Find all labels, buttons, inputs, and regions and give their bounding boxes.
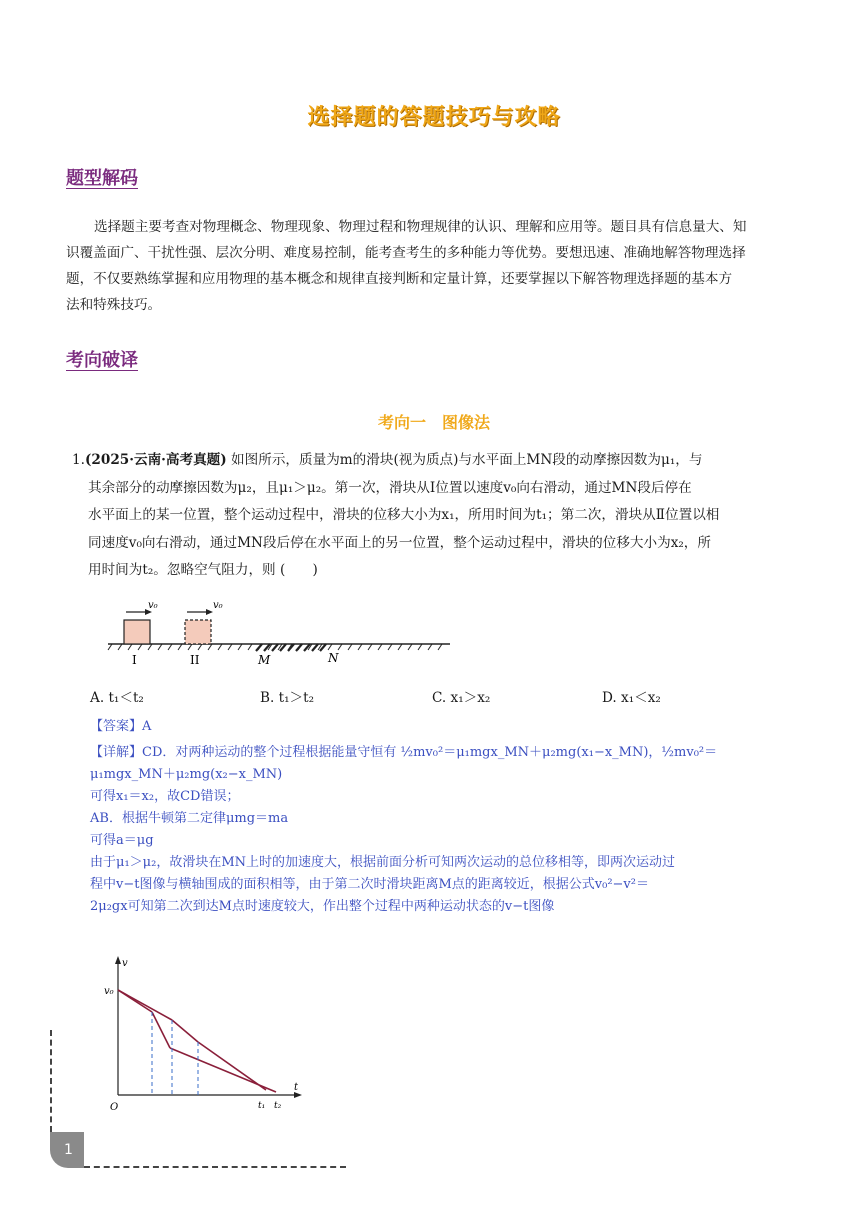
solution-block bbox=[90, 716, 810, 918]
motion-line-2 bbox=[118, 990, 152, 1012]
explain-line: μ₁mgx_MN＋μ₂mg(x₂−x_MN) bbox=[90, 767, 283, 782]
t1-label: t₁ bbox=[258, 1101, 266, 1111]
question-number: 1. bbox=[72, 452, 85, 468]
question-line: 水平面上的某一位置，整个运动过程中，滑块的位移大小为x₁，所用时间为t₁；第二次，滑块从Ⅱ位置以相 bbox=[88, 507, 720, 523]
option-d[interactable]: D. x₁＜x₂ bbox=[602, 690, 661, 706]
position-i-label: I bbox=[132, 653, 137, 667]
section-heading-decode: 题型解码 bbox=[66, 168, 138, 189]
origin-label: O bbox=[110, 1102, 119, 1113]
intro-line: 选择题主要考查对物理概念、物理现象、物理过程和物理规律的认识、理解和应用等。题目具有信息量大、知 bbox=[94, 219, 747, 235]
slider-block-i bbox=[124, 620, 150, 644]
v0-label-2: v₀ bbox=[213, 600, 223, 611]
question-line: 其余部分的动摩擦因数为μ₂，且μ₁＞μ₂。第一次，滑块从I位置以速度v₀向右滑动，通过MN段后停在 bbox=[88, 479, 692, 496]
question-text: 如图所示，质量为m的滑块(视为质点)与水平面上MN段的动摩擦因数为μ₁，与 bbox=[231, 452, 703, 468]
intro-line: 法和特殊技巧。 bbox=[66, 297, 162, 313]
page-number: 1 bbox=[50, 1132, 84, 1168]
question-source: (2025·云南·高考真题) bbox=[84, 452, 227, 468]
explain-line: AB．根据牛顿第二定律μmg＝ma bbox=[90, 811, 289, 826]
v0-tick-label: v₀ bbox=[104, 986, 114, 997]
page-border-bottom bbox=[84, 1166, 346, 1168]
position-ii-label: II bbox=[190, 653, 200, 667]
intro-line: 识覆盖面广、干扰性强、层次分明、难度易控制，能考查考生的多种能力等优势。要想迅速、准确地解答物理选择 bbox=[66, 245, 746, 261]
explain-line: 程中v−t图像与横轴围成的面积相等，由于第二次时滑块距离M点的距离较近，根据公式v₀²−v²＝ bbox=[90, 877, 649, 892]
question-line: 用时间为t₂。忽略空气阻力，则 ( ) bbox=[88, 562, 318, 578]
option-c[interactable]: C. x₁＞x₂ bbox=[432, 690, 491, 706]
slider-block-ii bbox=[185, 620, 211, 644]
question-1 bbox=[72, 447, 812, 585]
v-axis-label: v bbox=[122, 958, 128, 969]
intro-paragraph bbox=[66, 214, 804, 318]
intro-line: 题，不仅要熟练掌握和应用物理的基本概念和规律直接判断和定量计算，还要掌握以下解答物理选择题的基本方 bbox=[66, 271, 733, 287]
point-m-label: M bbox=[258, 653, 271, 667]
option-b[interactable]: B. t₁＞t₂ bbox=[260, 690, 315, 706]
question-line: 同速度v₀向右滑动，通过MN段后停在水平面上的另一位置，整个运动过程中，滑块的位移大小为x₂，所 bbox=[88, 534, 711, 551]
point-n-label: N bbox=[328, 651, 339, 665]
subsection-heading: 考向一 图像法 bbox=[377, 413, 490, 432]
t-axis-label: t bbox=[294, 1082, 299, 1093]
explain-line: 【详解】CD．对两种运动的整个过程根据能量守恒有 ½mv₀²＝μ₁mgx_MN＋μ₂mg(x₁−x_MN)，½mv₀²＝ bbox=[90, 745, 718, 760]
t2-label: t₂ bbox=[274, 1101, 282, 1111]
slider-diagram bbox=[100, 596, 460, 670]
v0-label-1: v₀ bbox=[148, 600, 158, 611]
v-t-graph bbox=[98, 950, 308, 1120]
page-border-left bbox=[50, 1030, 52, 1132]
page-title: 选择题的答题技巧与攻略 bbox=[307, 105, 561, 130]
explain-line: 2μ₂gx可知第二次到达M点时速度较大，作出整个过程中两种运动状态的v−t图像 bbox=[90, 899, 555, 914]
answer-text: 【答案】A bbox=[90, 719, 152, 734]
section-heading-analysis: 考向破译 bbox=[66, 350, 138, 371]
question-line bbox=[72, 447, 812, 475]
explain-line: 由于μ₁＞μ₂，故滑块在MN上时的加速度大，根据前面分析可知两次运动的总位移相等，即两次运动过 bbox=[90, 855, 676, 870]
option-a[interactable]: A. t₁＜t₂ bbox=[90, 690, 144, 706]
explain-line: 可得x₁＝x₂，故CD错误； bbox=[90, 789, 240, 804]
explain-line: 可得a＝μg bbox=[90, 833, 154, 848]
